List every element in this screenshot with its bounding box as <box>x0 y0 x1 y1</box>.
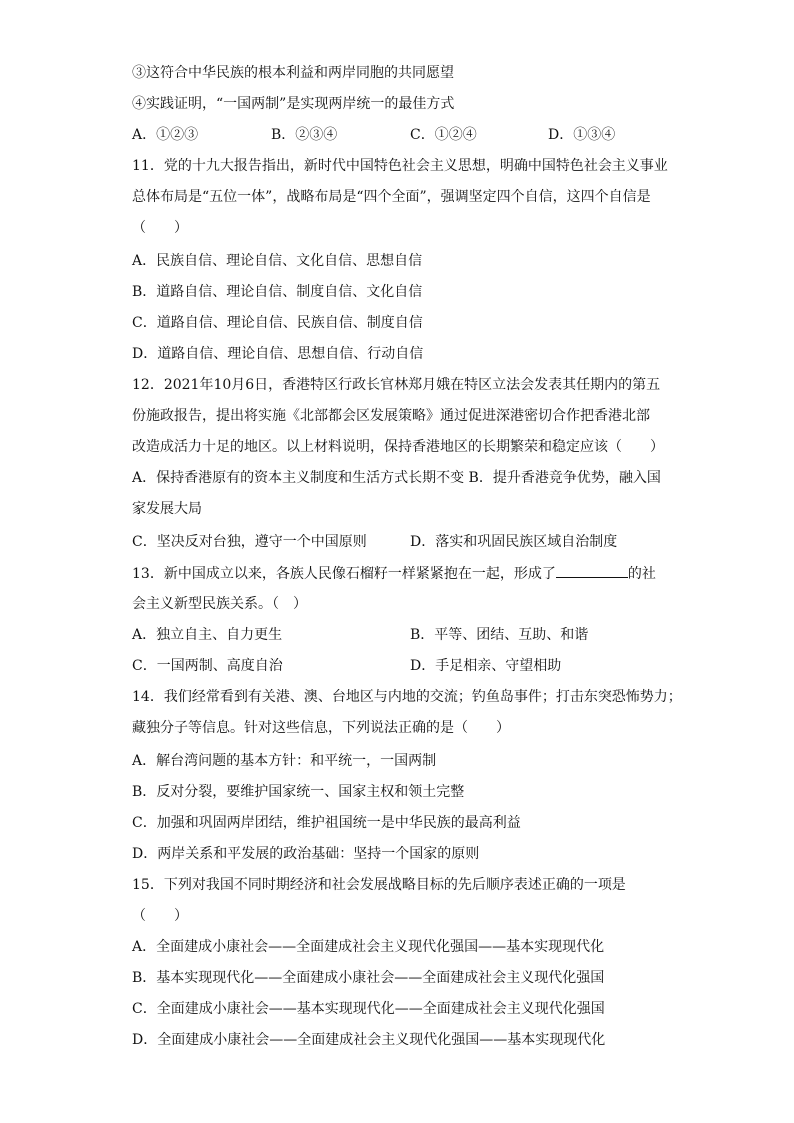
q15-option-b: B．基本实现现代化——全面建成小康社会——全面建成社会主义现代化强国 <box>132 970 605 986</box>
q13-stem-before-blank: 13．新中国成立以来，各族人民像石榴籽一样紧紧抱在一起，形成了 <box>132 566 556 582</box>
q12-option-c: C．坚决反对台独，遵守一个中国原则 <box>132 534 367 550</box>
q12-option-ab-line-2: 家发展大局 <box>132 501 202 517</box>
q14-option-a: A．解台湾问题的基本方针：和平统一，一国两制 <box>132 753 437 769</box>
q12-stem-line-2: 份施政报告，提出将实施《北部都会区发展策略》通过促进深港密切合作把香港北部 <box>132 408 650 424</box>
q10-option-b: B．②③④ <box>271 127 338 143</box>
q14-stem-line-1: 14．我们经常看到有关港、澳、台地区与内地的交流；钓鱼岛事件；打击东突恐怖势力； <box>132 689 682 705</box>
q15-option-d: D．全面建成小康社会——全面建成社会主义现代化强国——基本实现现代化 <box>132 1032 606 1048</box>
q13-stem-line-1 <box>132 563 656 583</box>
q12-option-d: D．落实和巩固民族区域自治制度 <box>410 534 618 550</box>
q10-option-c: C．①②④ <box>410 127 477 143</box>
q11-stem-line-2: 总体布局是“五位一体”，战略布局是“四个全面”，强调坚定四个自信，这四个自信是 <box>132 189 651 205</box>
q10-options <box>132 125 672 145</box>
q13-options-ab <box>132 625 672 645</box>
q11-option-b: B．道路自信、理论自信、制度自信、文化自信 <box>132 284 423 300</box>
q10-item-4: ④实践证明，“一国两制”是实现两岸统一的最佳方式 <box>132 96 455 112</box>
q10-option-a: A．①②③ <box>132 127 199 143</box>
q15-stem-line-1: 15．下列对我国不同时期经济和社会发展战略目标的先后顺序表述正确的一项是 <box>132 877 626 893</box>
q11-stem-line-3: （ ） <box>132 220 188 236</box>
q13-stem-after-blank: 的社 <box>627 566 656 582</box>
q12-option-ab-line-1: A．保持香港原有的资本主义制度和生活方式长期不变 B．提升香港竞争优势，融入国 <box>132 470 661 486</box>
q11-option-c: C．道路自信、理论自信、民族自信、制度自信 <box>132 315 423 331</box>
q14-option-d: D．两岸关系和平发展的政治基础：坚持一个国家的原则 <box>132 846 480 862</box>
q15-stem-line-2: （ ） <box>132 908 188 924</box>
q11-option-d: D．道路自信、理论自信、思想自信、行动自信 <box>132 346 424 362</box>
q14-option-c: C．加强和巩固两岸团结，维护祖国统一是中华民族的最高利益 <box>132 815 521 831</box>
q13-option-c: C．一国两制、高度自治 <box>132 658 283 674</box>
q10-item-3: ③这符合中华民族的根本利益和两岸同胞的共同愿望 <box>132 65 454 81</box>
q12-stem-line-1: 12．2021年10月6日，香港特区行政长官林郑月娥在特区立法会发表其任期内的第五 <box>132 377 661 393</box>
q11-stem-line-1: 11．党的十九大报告指出，新时代中国特色社会主义思想，明确中国特色社会主义事业 <box>132 158 668 174</box>
q14-option-b: B．反对分裂，要维护国家统一、国家主权和领土完整 <box>132 784 465 800</box>
q13-option-b: B．平等、团结、互助、和谐 <box>410 627 589 643</box>
q12-options-cd <box>132 532 672 552</box>
q13-option-a: A．独立自主、自力更生 <box>132 627 283 643</box>
q11-option-a: A．民族自信、理论自信、文化自信、思想自信 <box>132 253 423 269</box>
q15-option-c: C．全面建成小康社会——基本实现现代化——全面建成社会主义现代化强国 <box>132 1001 605 1017</box>
q14-stem-line-2: 藏独分子等信息。针对这些信息，下列说法正确的是（ ） <box>132 720 510 736</box>
q13-fill-blank <box>556 563 628 578</box>
q10-option-d: D．①③④ <box>548 127 616 143</box>
q13-options-cd <box>132 656 672 676</box>
q12-stem-line-3: 改造成活力十足的地区。以上材料说明，保持香港地区的长期繁荣和稳定应该（ ） <box>132 439 664 455</box>
q13-stem-line-2: 会主义新型民族关系。（ ） <box>132 596 307 612</box>
q15-option-a: A．全面建成小康社会——全面建成社会主义现代化强国——基本实现现代化 <box>132 939 605 955</box>
q13-option-d: D．手足相亲、守望相助 <box>410 658 562 674</box>
